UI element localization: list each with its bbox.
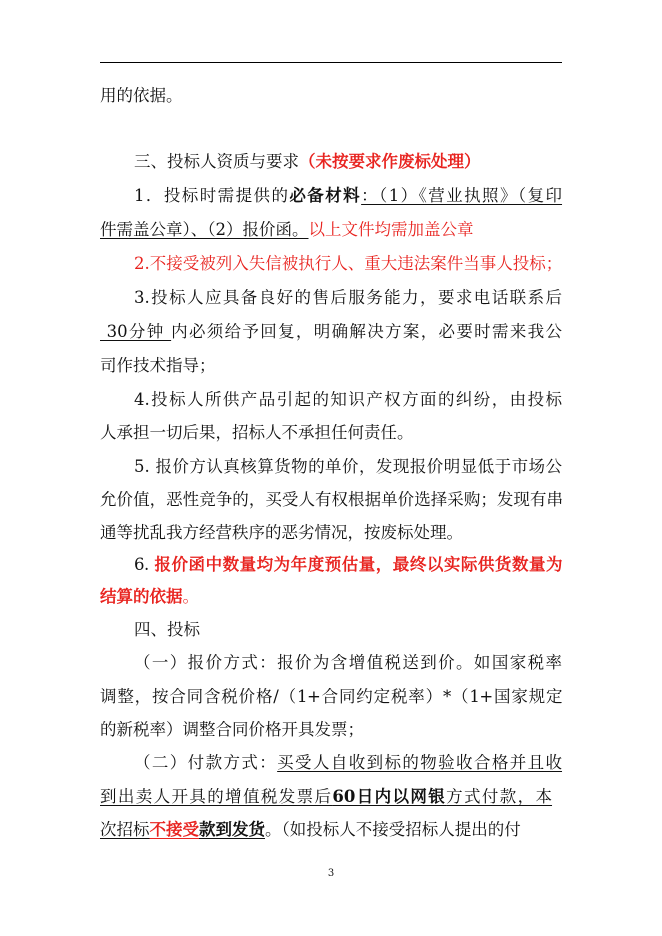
red-bold-text: 报价函中数量均为年度预估量，最终以实际供货数量为 bbox=[154, 555, 562, 574]
red-bold-text: 结算的依据 bbox=[100, 587, 183, 606]
text-line bbox=[100, 555, 562, 575]
text-line bbox=[100, 820, 562, 840]
text-line bbox=[100, 687, 562, 707]
text-line bbox=[100, 220, 562, 240]
underlined-text: 到出卖人开具的增值税发票后 bbox=[100, 787, 333, 806]
text: 司作技术指导； bbox=[100, 356, 216, 375]
page-number: 3 bbox=[327, 868, 335, 879]
text-line bbox=[100, 523, 562, 543]
heading-text: 四、投标 bbox=[134, 620, 200, 639]
text-line bbox=[100, 322, 562, 342]
text-line bbox=[100, 356, 562, 376]
text-line bbox=[100, 288, 562, 308]
text: 3.投标人应具备良好的售后服务能力，要求电话联系后 bbox=[134, 288, 562, 307]
text-line bbox=[100, 254, 562, 274]
text: （一）报价方式：报价为含增值税送到价。如国家税率 bbox=[134, 653, 562, 672]
text: 允价值，恶性竞争的，买受人有权根据单价选择采购；发现有串 bbox=[100, 490, 562, 509]
text: 内必须给予回复，明确解决方案，必要时需来我公 bbox=[171, 322, 562, 341]
text-line bbox=[100, 390, 562, 410]
section-heading-3 bbox=[100, 152, 562, 172]
bold-text: 必备材料 bbox=[289, 186, 362, 205]
text-line bbox=[100, 423, 562, 443]
header-rule bbox=[100, 62, 562, 63]
text-line bbox=[100, 587, 562, 607]
text: 4.投标人所供产品引起的知识产权方面的纠纷，由投标 bbox=[134, 390, 562, 409]
text: 。（如投标人不接受招标人提出的付 bbox=[265, 820, 521, 839]
text: （二）付款方式： bbox=[134, 753, 278, 772]
text: 的新税率）调整合同价格开具发票； bbox=[100, 720, 364, 739]
text-line bbox=[100, 186, 562, 206]
text-line bbox=[100, 753, 562, 773]
text-line bbox=[100, 86, 562, 106]
underlined-text: ：（1）《营业执照》（复印 bbox=[361, 186, 563, 205]
text-line bbox=[100, 720, 562, 740]
underlined-text: 30分钟 bbox=[100, 322, 172, 341]
text-line bbox=[100, 787, 552, 807]
text: 1．投标时需提供的 bbox=[134, 186, 290, 205]
underlined-text: 件需盖公章）、（2）报价函。 bbox=[100, 220, 309, 239]
text: 人承担一切后果，招标人不承担任何责任。 bbox=[100, 423, 414, 442]
bold-underlined-text: 款到发货 bbox=[199, 820, 265, 839]
red-text: 。 bbox=[182, 587, 199, 606]
bold-underlined-text: 60日内以网银 bbox=[332, 787, 447, 806]
text: 调整，按合同含税价格/（1+合同约定税率）*（1+国家规定 bbox=[100, 687, 562, 706]
red-bold-underlined-text: 不接受 bbox=[149, 820, 199, 839]
underlined-text: 买受人自收到标的物验收合格并且收 bbox=[277, 753, 563, 772]
text: 6. bbox=[134, 555, 155, 574]
underlined-text: 次招标 bbox=[100, 820, 150, 839]
text-line bbox=[100, 653, 562, 673]
red-text: 以上文件均需加盖公章 bbox=[308, 220, 474, 239]
text: 用的依据。 bbox=[100, 86, 183, 105]
heading-text: 三、投标人资质与要求 bbox=[134, 152, 299, 171]
text-line bbox=[100, 490, 562, 510]
heading-note: （未按要求作废标处理） bbox=[299, 152, 481, 171]
underlined-text: 方式付款，本 bbox=[446, 787, 553, 806]
red-text: 2.不接受被列入失信被执行人、重大违法案件当事人投标； bbox=[134, 254, 563, 273]
section-heading-4 bbox=[100, 620, 562, 640]
text: 通等扰乱我方经营秩序的恶劣情况，按废标处理。 bbox=[100, 523, 463, 542]
text-line bbox=[100, 457, 562, 477]
text: 5. 报价方认真核算货物的单价，发现报价明显低于市场公 bbox=[134, 457, 562, 476]
